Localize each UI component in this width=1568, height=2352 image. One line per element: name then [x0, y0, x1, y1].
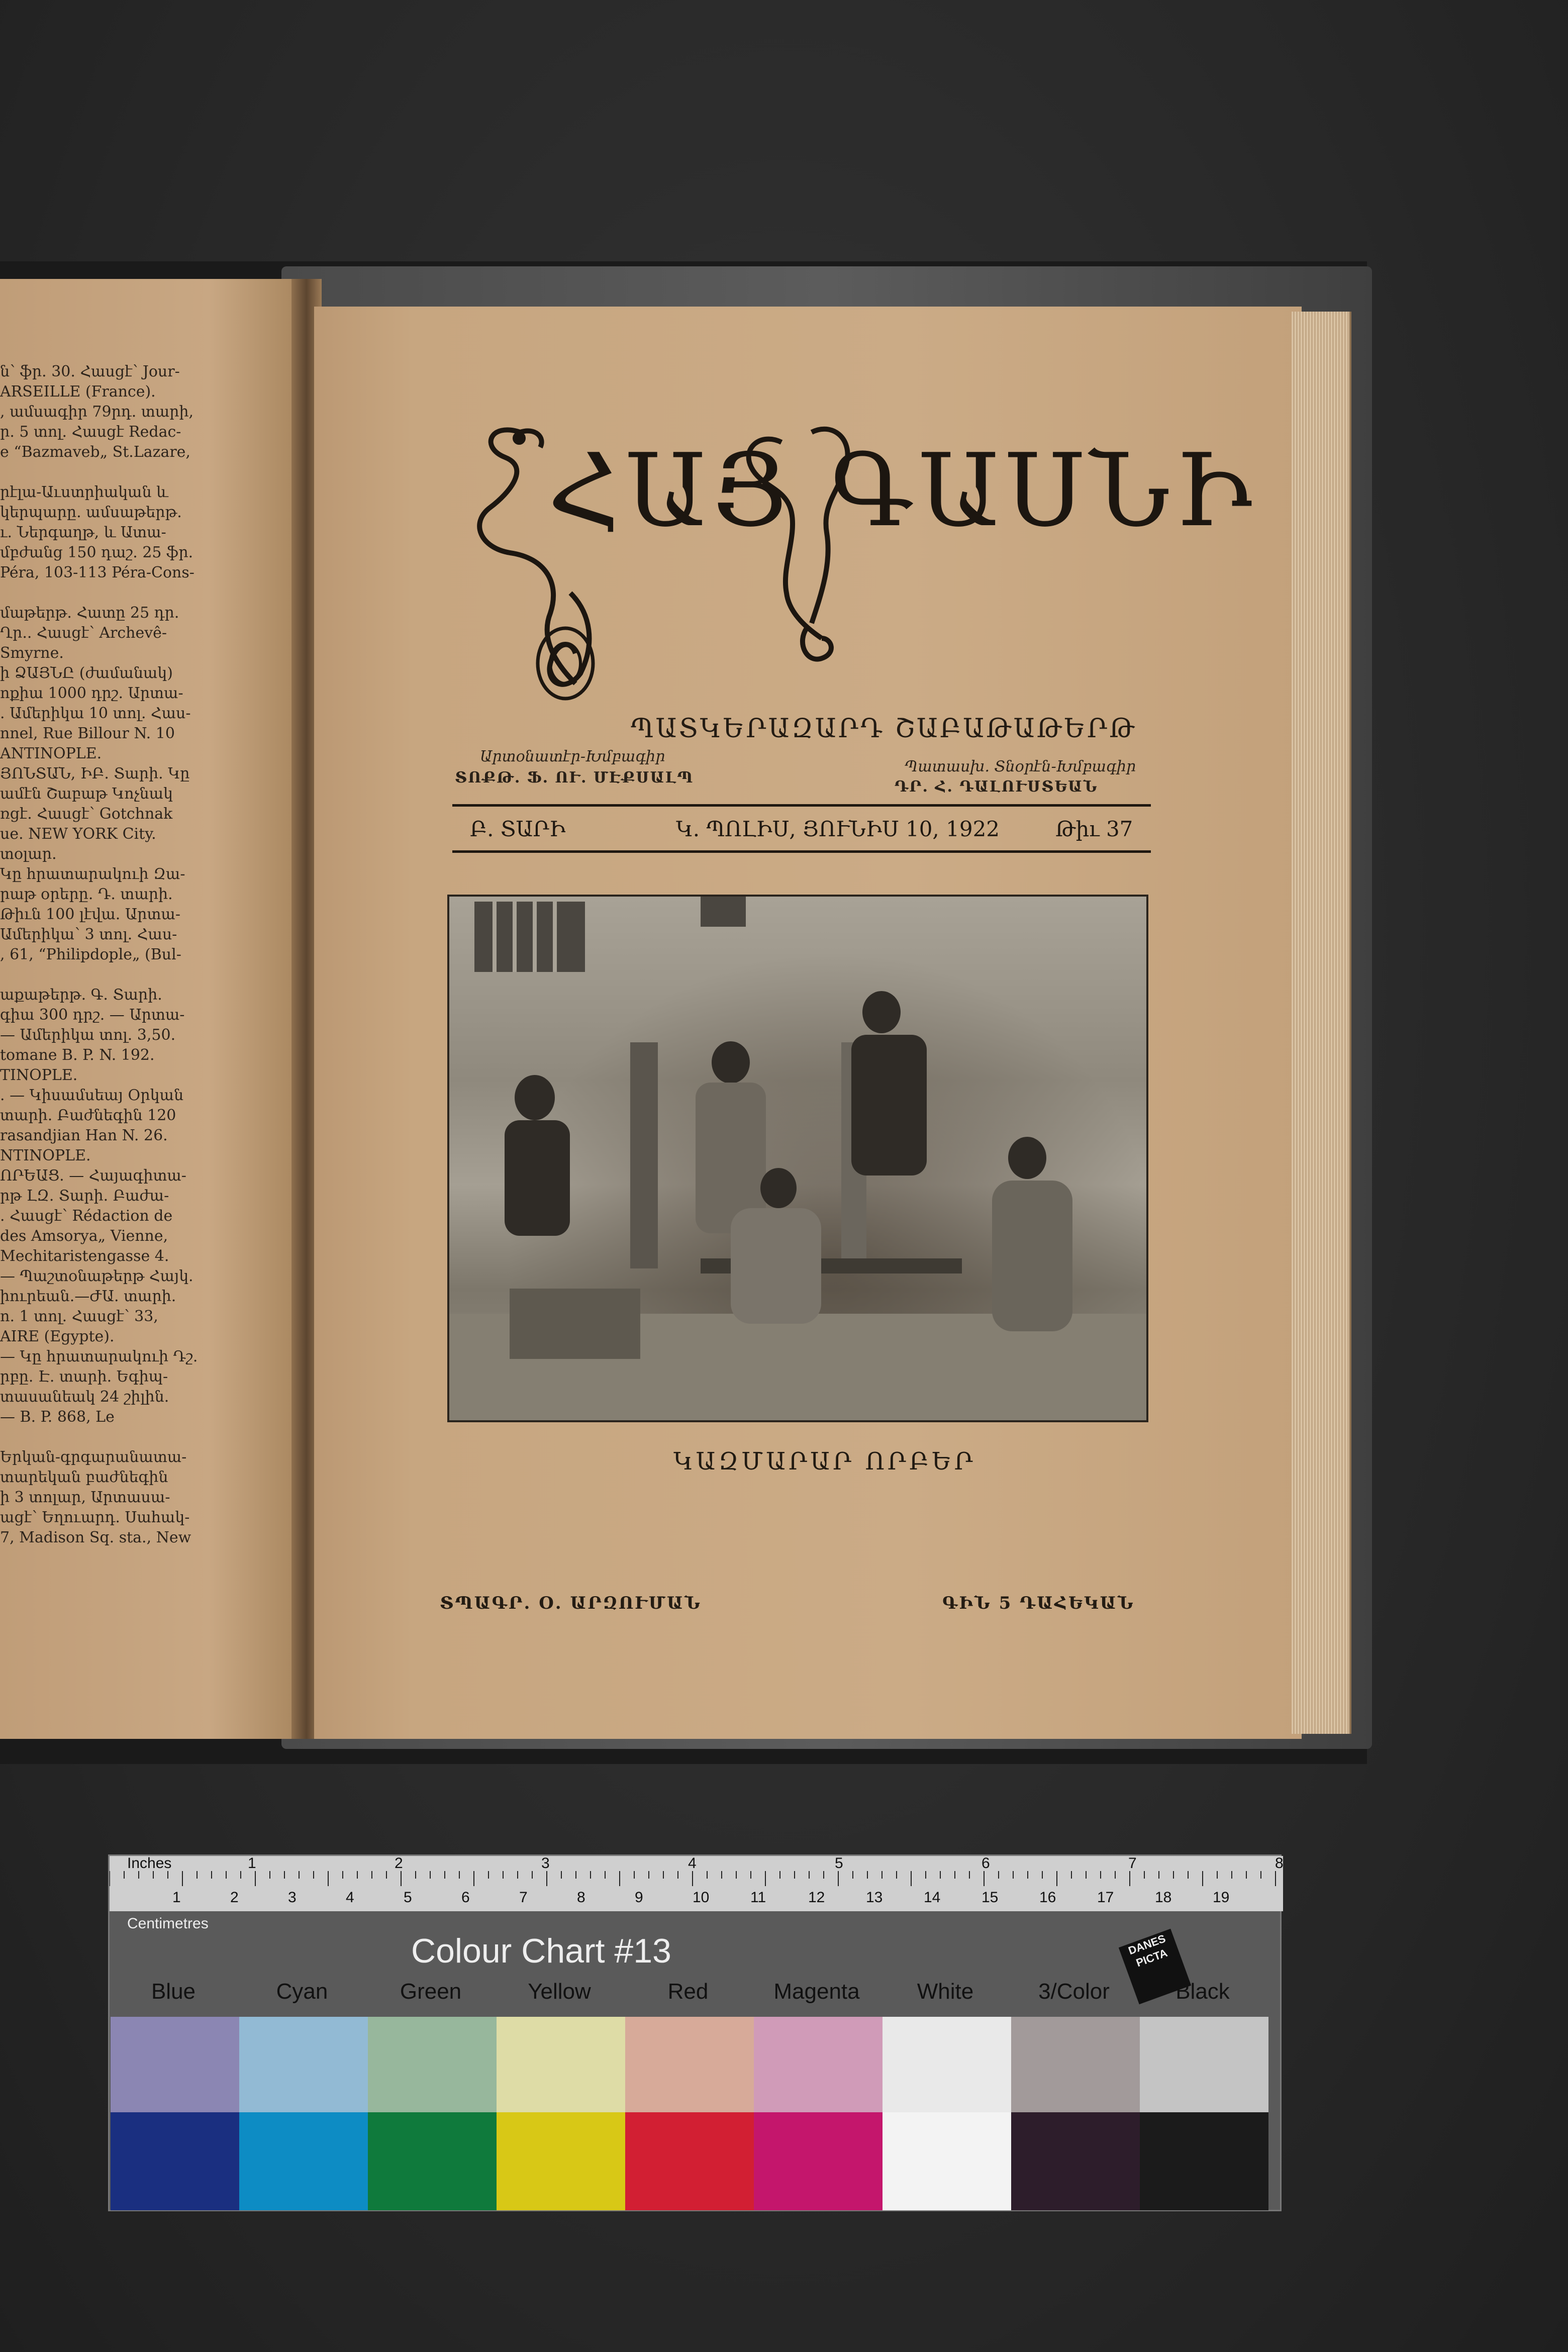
- swatch-top-white: [883, 2017, 1011, 2112]
- swatch-top-blue: [111, 2017, 239, 2112]
- swatch-label: Black: [1175, 1979, 1230, 2004]
- swatch-label: Magenta: [773, 1979, 860, 2004]
- left-page-line: ւ. Ներգաղթ, և Ատա-: [0, 524, 166, 541]
- cm-mark-label: 12: [808, 1889, 825, 1906]
- swatch-bottom-cyan: [239, 2112, 368, 2210]
- left-page-line: — B. P. 868, Le: [0, 1408, 115, 1426]
- issue-rule-bottom: [452, 850, 1151, 853]
- left-page-line: րէլա-Աւստրիական և: [0, 483, 168, 501]
- swatch-bottom-white: [883, 2112, 1011, 2210]
- cm-mark-label: 6: [461, 1889, 470, 1906]
- left-page-line: e “Bazmaveb„ St.Lazare,: [0, 443, 190, 461]
- left-page-line: ANTINOPLE.: [0, 745, 102, 762]
- swatch-bottom-red: [625, 2112, 754, 2210]
- swatch-top-yellow: [497, 2017, 625, 2112]
- left-page-line: , ամսագիր 79րդ. տարի,: [0, 403, 194, 421]
- ruler: [110, 1855, 1284, 1932]
- left-page-line: տարի. Բաժնեգին 120: [0, 1107, 176, 1124]
- cm-mark-label: 9: [635, 1889, 643, 1906]
- left-page-line: 7, Madison Sq. sta., New: [0, 1529, 191, 1546]
- swatch-top-magenta: [754, 2017, 883, 2112]
- left-page-line: Կը հրատարակուի Զա-: [0, 865, 185, 883]
- left-page-line: . Հասցէ՝ Rédaction de: [0, 1207, 173, 1225]
- left-page-line: , 61, “Philipdople„ (Bul-: [0, 946, 181, 963]
- cm-mark-label: 15: [982, 1889, 999, 1906]
- photo-bookbinding-orphans: [447, 895, 1148, 1422]
- swatch-bottom-3-color: [1011, 2112, 1140, 2210]
- swatch-top-cyan: [239, 2017, 368, 2112]
- left-page-line: մբժանց 150 դաշ. 25 ֆր.: [0, 544, 193, 561]
- swatch-label: Cyan: [276, 1979, 328, 2004]
- cm-mark-label: 3: [288, 1889, 297, 1906]
- page-edges: [1292, 312, 1351, 1734]
- left-page-line: TINOPLE.: [0, 1066, 78, 1084]
- left-page-line: րաթ օրերը. Դ. տարի.: [0, 886, 173, 903]
- danes-picta-logo: DANES PICTA: [1119, 1929, 1191, 2004]
- left-page-line: Smyrne.: [0, 644, 64, 662]
- left-credit-name: ՏՈՔԹ. Ֆ. ՈՒ. ՄԷՔՍԱԼՊ: [455, 769, 694, 787]
- left-page-line: ո. 1 տոլ. Հասցէ՝ 33,: [0, 1308, 158, 1325]
- inch-mark-label: 7: [1128, 1855, 1137, 1872]
- issue-place-date: Կ. ՊՈԼԻՍ, ՅՈՒՆԻՍ 10, 1922: [676, 817, 1000, 841]
- swatch-bottom-green: [368, 2112, 497, 2210]
- cm-mark-label: 5: [404, 1889, 412, 1906]
- left-page-line: rasandjian Han N. 26.: [0, 1127, 168, 1144]
- cm-mark-label: 16: [1039, 1889, 1056, 1906]
- swatch-label: Green: [400, 1979, 462, 2004]
- swatch-label: Yellow: [528, 1979, 591, 2004]
- left-page-line: . Ամերիկա 10 տոլ. Հաս-: [0, 705, 191, 722]
- left-page-line: ue. NEW YORK City.: [0, 825, 156, 843]
- left-page-line: կերպարը. ամսաթերթ.: [0, 504, 182, 521]
- cm-mark-label: 10: [693, 1889, 710, 1906]
- inch-mark-label: 5: [835, 1855, 843, 1872]
- left-page-line: րբը. Է. տարի. Եգիպ-: [0, 1368, 168, 1386]
- left-page-line: ի ՁԱՅՆԸ (ժամանակ): [0, 664, 173, 682]
- swatch-label: Blue: [151, 1979, 196, 2004]
- left-page-line: . — Կիսամսեայ Օրկան: [0, 1087, 184, 1104]
- left-page-line: ամէն Շաբաթ Կոչնակ: [0, 785, 173, 803]
- left-page-line: ոքիա 1000 դրշ. Արտա-: [0, 684, 183, 702]
- left-page-line: — Պաշտօնաթերթ Հայկ.: [0, 1267, 193, 1285]
- left-page-line: ացէ՝ Եղուարդ. Սահակ-: [0, 1509, 190, 1526]
- right-credit-name: ԴՐ. Հ. ԴԱԼՈՒՍՏԵԱՆ: [895, 778, 1098, 796]
- price-line: ԳԻՆ 5 ԴԱՀԵԿԱՆ: [942, 1593, 1135, 1613]
- swatch-label: 3/Color: [1038, 1979, 1110, 2004]
- left-page-line: րթ ԼԶ. Տարի. Բաժա-: [0, 1187, 169, 1205]
- cm-mark-label: 17: [1097, 1889, 1114, 1906]
- cm-mark-label: 1: [172, 1889, 181, 1906]
- left-page-line: Երկան-գրգարանատա-: [0, 1448, 187, 1466]
- photo-scene: [449, 897, 1148, 1422]
- issue-rule-top: [452, 804, 1151, 807]
- swatch-top-black: [1140, 2017, 1268, 2112]
- swatch-bottom-magenta: [754, 2112, 883, 2210]
- left-page-line: տասանեակ 24 շիլին.: [0, 1388, 169, 1406]
- left-page-line: ՅՈՆՏԱՆ, ԻԲ. Տարի. Կը: [0, 765, 190, 782]
- cm-mark-label: 18: [1155, 1889, 1172, 1906]
- inch-mark-label: 1: [248, 1855, 256, 1872]
- swatch-top-green: [368, 2017, 497, 2112]
- inch-mark-label: 4: [688, 1855, 697, 1872]
- left-page-line: AIRE (Egypte).: [0, 1328, 115, 1345]
- ruler-inches-label: Inches: [127, 1855, 172, 1872]
- left-page-line: tomane B. P. N. 192.: [0, 1046, 155, 1064]
- photo-caption: ԿԱԶՄԱՐԱՐ ՈՐԲԵՐ: [673, 1447, 976, 1476]
- swatch-label: Red: [667, 1979, 709, 2004]
- cm-mark-label: 11: [750, 1889, 766, 1906]
- ruler-cm-label: Centimetres: [127, 1915, 209, 1932]
- left-page-line: Ղր.. Հասցէ՝ Archevê-: [0, 624, 167, 642]
- left-page-line: տօլար.: [0, 845, 57, 863]
- swatch-bottom-black: [1140, 2112, 1268, 2210]
- colour-chart-title: Colour Chart #13: [411, 1932, 671, 1970]
- left-page-line: ARSEILLE (France).: [0, 383, 156, 401]
- cm-mark-label: 2: [230, 1889, 239, 1906]
- cm-mark-label: 7: [519, 1889, 528, 1906]
- left-page-line: Թիւն 100 լէվա. Արտա-: [0, 906, 180, 923]
- left-page-line: ռցէ. Հասցէ՝ Gotchnak: [0, 805, 173, 823]
- issue-number: Թիւ 37: [1055, 817, 1133, 841]
- masthead: [460, 402, 1258, 704]
- left-page-line: ի 3 տոլար, Արտասա-: [0, 1489, 170, 1506]
- swatch-bottom-yellow: [497, 2112, 625, 2210]
- left-page-line: աքաթերթ. Գ. Տարի.: [0, 986, 162, 1004]
- left-page-line: nnel, Rue Billour N. 10: [0, 725, 175, 742]
- swatch-top-3-color: [1011, 2017, 1140, 2112]
- left-page: [0, 279, 299, 1739]
- left-page-line: Ամերիկա՝ 3 տոլ. Հաս-: [0, 926, 177, 943]
- subtitle: ՊԱՏԿԵՐԱԶԱՐԴ ՇԱԲԱԹԱԹԵՐԹ: [631, 714, 1137, 744]
- left-page-line: ն՝ ֆր. 30. Հասցէ՝ Jour-: [0, 363, 180, 380]
- inch-mark-label: 8: [1275, 1855, 1284, 1872]
- left-page-line: ՈՐԵԱՑ. — Հայագիտա-: [0, 1167, 186, 1185]
- swatch-bottom-blue: [111, 2112, 239, 2210]
- left-page-line: իուրեան.—ԺԱ. տարի.: [0, 1288, 176, 1305]
- printer-line: ՏՊԱԳՐ. Օ. ԱՐԶՈՒՄԱՆ: [440, 1593, 702, 1613]
- cm-mark-label: 4: [346, 1889, 354, 1906]
- masthead-title: ՀԱՅ ԳԱՍՆԻ: [548, 432, 1258, 549]
- left-page-line: գիա 300 դրշ. — Արտա-: [0, 1006, 185, 1024]
- left-page-line: տարեկան բաժնեգին: [0, 1468, 168, 1486]
- ruler-ticks: [110, 1856, 1283, 1911]
- left-page-line: Péra, 103-113 Péra-Cons-: [0, 564, 194, 581]
- colour-chart: [108, 1854, 1282, 2211]
- inch-mark-label: 2: [395, 1855, 403, 1872]
- left-page-line: — Կը հրատարակուի Դշ.: [0, 1348, 198, 1365]
- left-page-line: — Ամերիկա տոլ. 3,50.: [0, 1026, 176, 1044]
- left-page-line: Mechitaristengasse 4.: [0, 1247, 169, 1265]
- left-credit-role: Արտօնատէր-Խմբագիր: [480, 748, 665, 765]
- cm-mark-label: 13: [866, 1889, 883, 1906]
- swatch-label: White: [917, 1979, 974, 2004]
- left-page-line: NTINOPLE.: [0, 1147, 91, 1164]
- inch-mark-label: 6: [982, 1855, 990, 1872]
- swatch-top-red: [625, 2017, 754, 2112]
- inch-mark-label: 3: [541, 1855, 550, 1872]
- cm-mark-label: 8: [577, 1889, 585, 1906]
- right-credit-role: Պատասխ. Տնօրէն-Խմբագիր: [905, 758, 1136, 775]
- cm-mark-label: 19: [1213, 1889, 1230, 1906]
- cm-mark-label: 14: [924, 1889, 941, 1906]
- left-page-line: des Amsorya„ Vienne,: [0, 1227, 168, 1245]
- left-page-line: մաթերթ. Հատը 25 դր.: [0, 604, 179, 622]
- left-page-line: ր. 5 տոլ. Հասցէ Redac-: [0, 423, 181, 441]
- issue-year: Բ. ՏԱՐԻ: [470, 817, 566, 841]
